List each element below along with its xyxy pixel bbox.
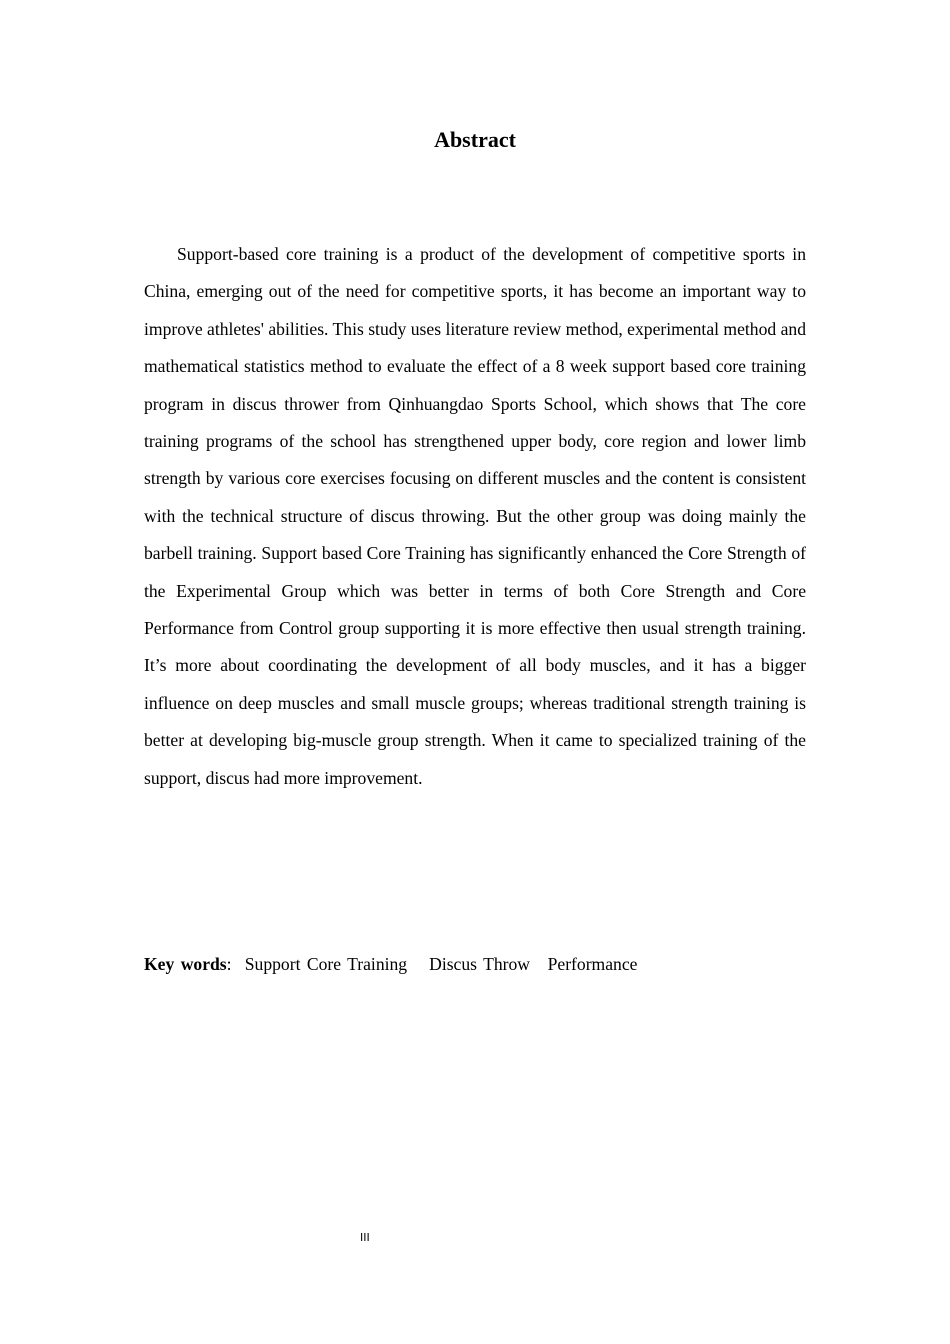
keywords-line <box>144 946 806 983</box>
keyword-item: Performance <box>547 954 638 974</box>
keywords-separator: : <box>226 954 232 974</box>
page-title: Abstract <box>434 127 516 152</box>
abstract-paragraph: Support-based core training is a product of the development of competitive sports in China, emerging out of the need for competitive sports, it has become an important way to improve athletes' abilities. This study uses literature review method, experimental method and mathematical statistics method to evaluate the effect of a 8 week support based core training program in discus thrower from Qinhuangdao Sports School, which shows that The core training programs of the school has strengthened upper body, core region and lower limb strength by various core exercises focusing on different muscles and the content is consistent with the technical structure of discus throwing. But the other group was doing mainly the barbell training. Support based Core Training has significantly enhanced the Core Strength of the Experimental Group which was better in terms of both Core Strength and Core Performance from Control group supporting it is more effective then usual strength training. It’s more about coordinating the development of all body muscles, and it has a bigger influence on deep muscles and small muscle groups; whereas traditional strength training is better at developing big-muscle group strength. When it came to specialized training of the support, discus had more improvement. <box>144 244 806 788</box>
keyword-item: Support Core Training <box>244 954 408 974</box>
keywords-label: Key words <box>144 954 227 974</box>
keyword-item: Discus Throw <box>429 954 530 974</box>
page-number: III <box>360 1231 370 1244</box>
